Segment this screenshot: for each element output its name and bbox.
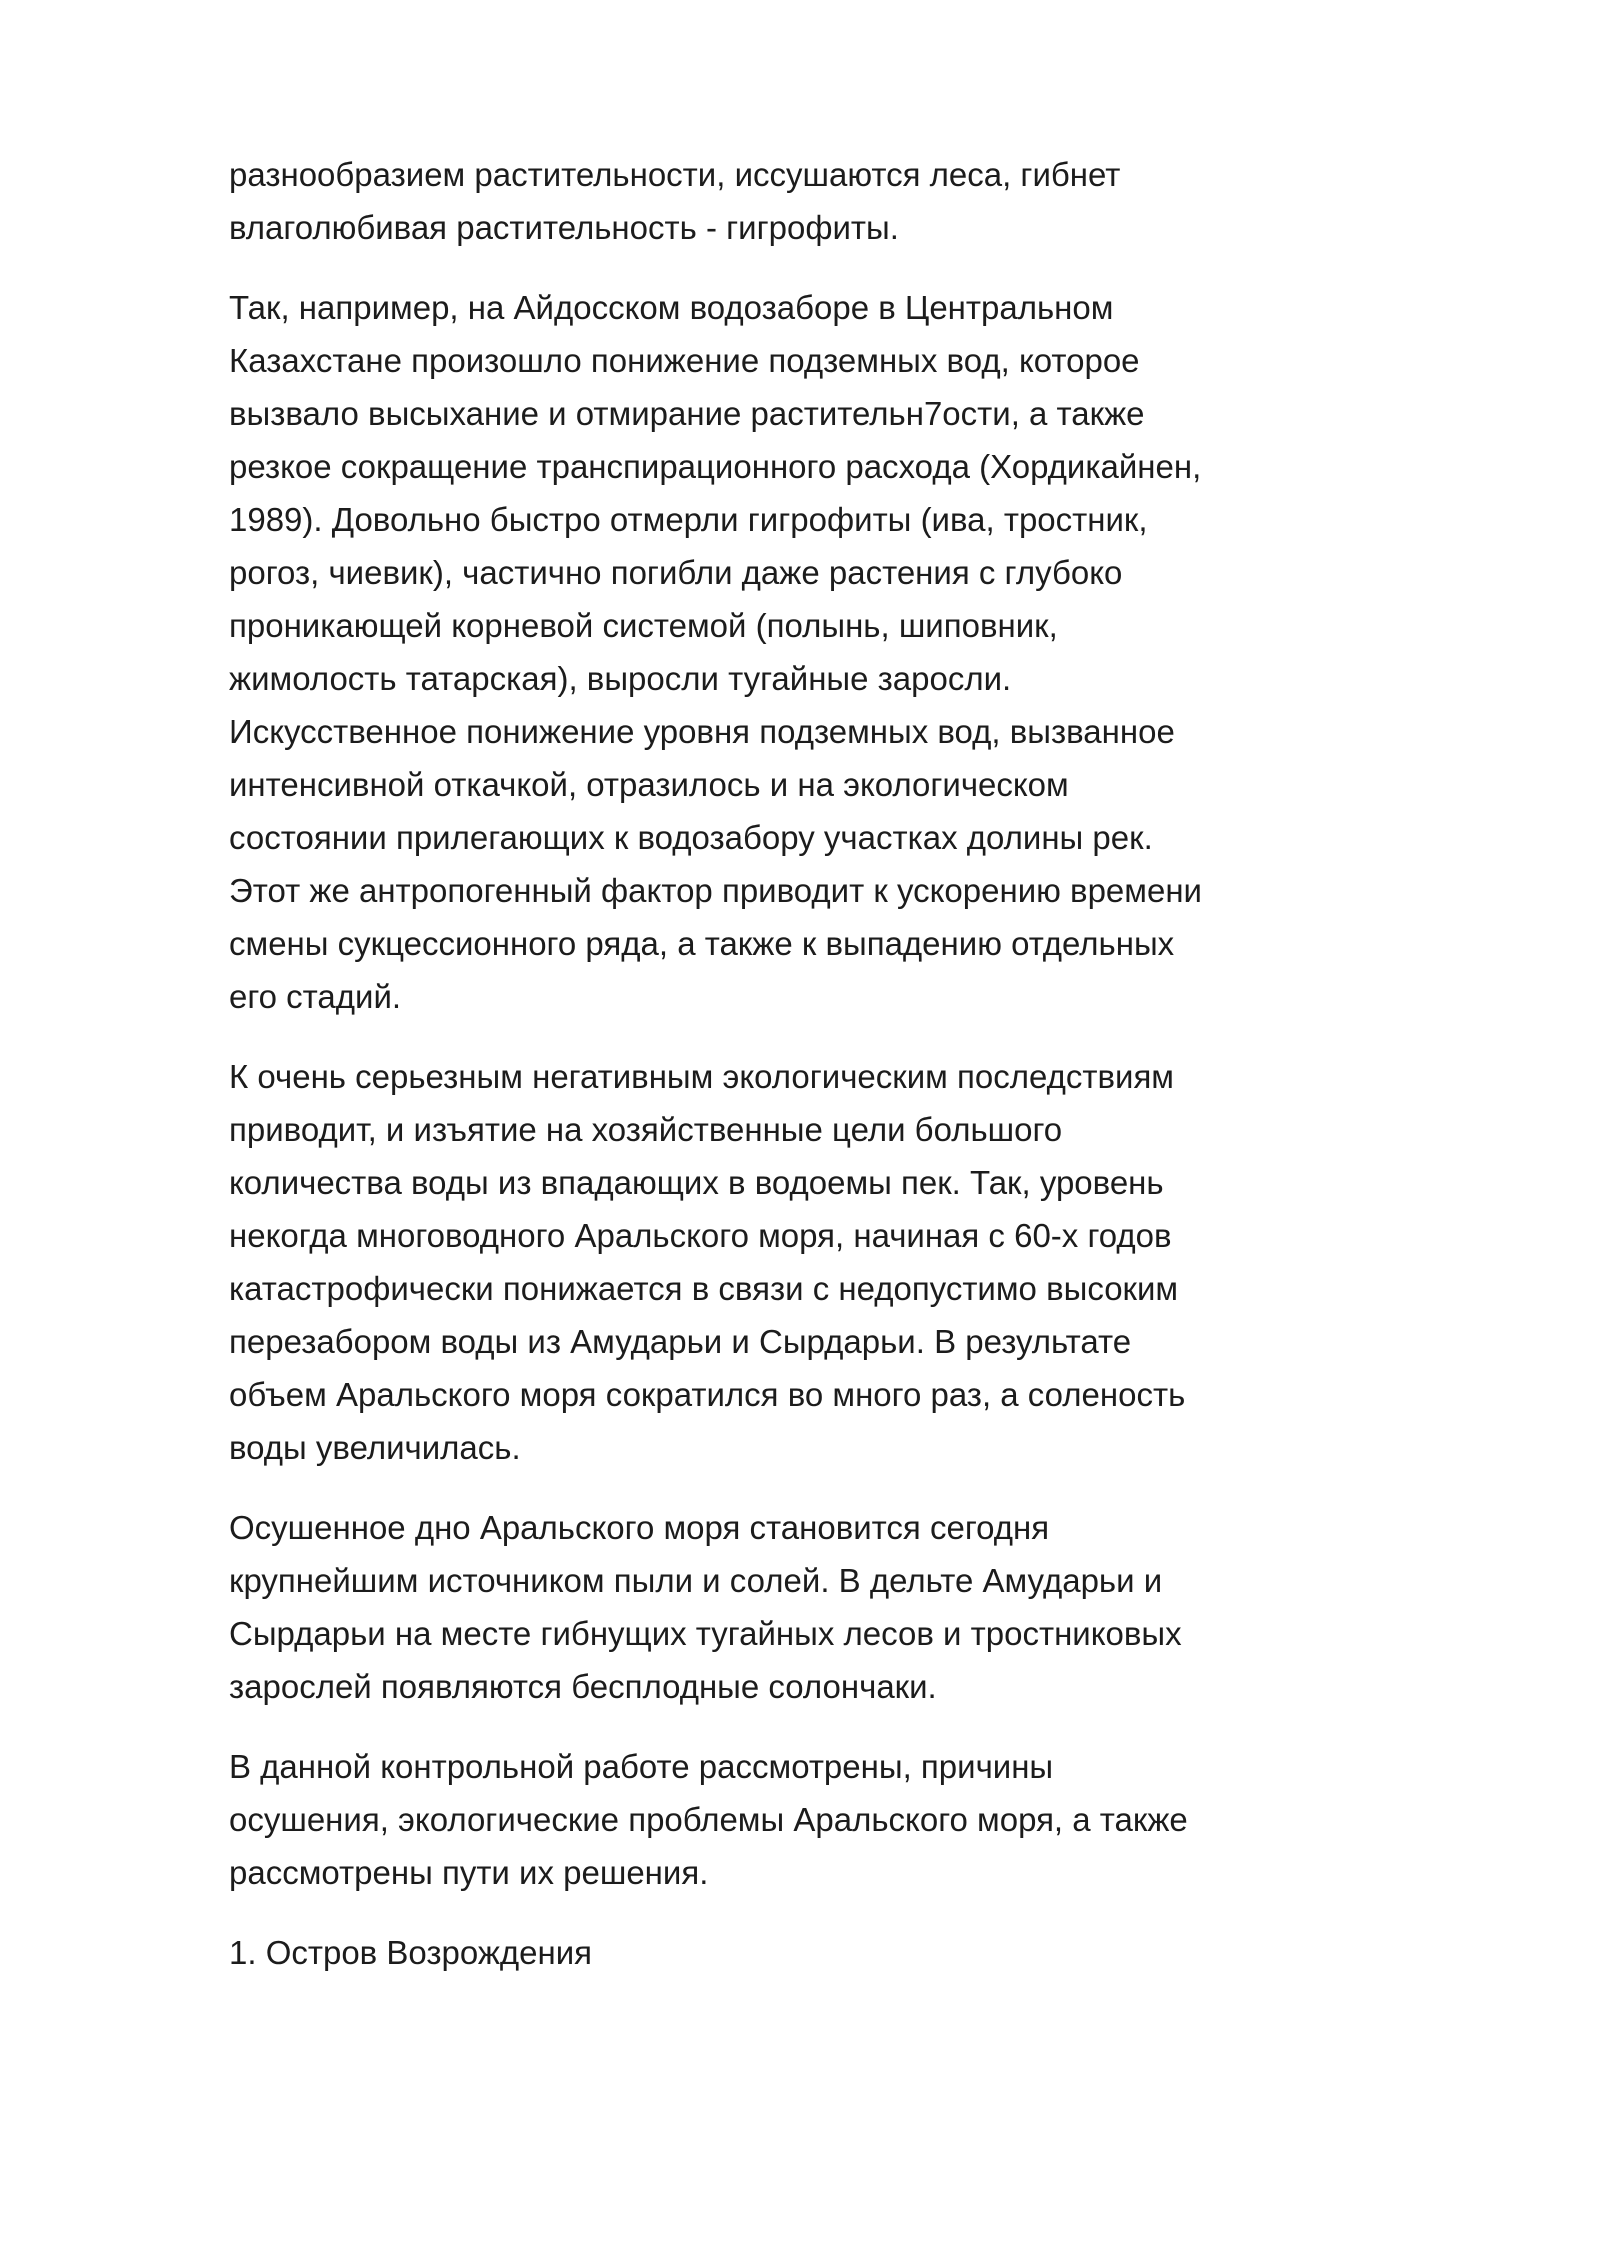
text-line: состоянии прилегающих к водозабору участках долины рек. [229,819,1153,856]
text-line: В данной контрольной работе рассмотрены, причины [229,1748,1054,1785]
text-line: вызвало высыхание и отмирание растительн7ости, а также [229,395,1145,432]
text-line: интенсивной откачкой, отразилось и на экологическом [229,766,1069,803]
text-line: Сырдарьи на месте гибнущих тугайных лесов и тростниковых [229,1615,1182,1652]
text-line: перезабором воды из Амударьи и Сырдарьи. В результате [229,1323,1132,1360]
document-body [229,148,1369,2006]
text-line: зарослей появляются бесплодные солончаки. [229,1668,937,1705]
text-line: некогда многоводного Аральского моря, начиная с 60-х годов [229,1217,1172,1254]
text-line: Осушенное дно Аральского моря становится сегодня [229,1509,1050,1546]
text-line: приводит, и изъятие на хозяйственные цели большого [229,1111,1063,1148]
section-heading [229,1926,1369,1979]
paragraph-1 [229,148,1369,254]
text-line: объем Аральского моря сократился во много раз, а соленость [229,1376,1186,1413]
text-line: К очень серьезным негативным экологическим последствиям [229,1058,1174,1095]
text-line: рассмотрены пути их решения. [229,1854,709,1891]
text-line: 1989). Довольно быстро отмерли гигрофиты (ива, тростник, [229,501,1148,538]
text-line: Этот же антропогенный фактор приводит к ускорению времени [229,872,1202,909]
text-line: осушения, экологические проблемы Аральского моря, а также [229,1801,1188,1838]
text-line: рогоз, чиевик), частично погибли даже растения с глубоко [229,554,1123,591]
paragraph-4 [229,1501,1369,1713]
text-line: разнообразием растительности, иссушаются леса, гибнет [229,156,1121,193]
text-line: его стадий. [229,978,402,1015]
text-line: количества воды из впадающих в водоемы пек. Так, уровень [229,1164,1164,1201]
text-line: проникающей корневой системой (полынь, шиповник, [229,607,1058,644]
paragraph-3 [229,1050,1369,1474]
text-line: Искусственное понижение уровня подземных вод, вызванное [229,713,1175,750]
text-line: катастрофически понижается в связи с недопустимо высоким [229,1270,1179,1307]
paragraph-2 [229,281,1369,1023]
text-line: резкое сокращение транспирационного расхода (Хордикайнен, [229,448,1202,485]
text-line: жимолость татарская), выросли тугайные заросли. [229,660,1012,697]
paragraph-5 [229,1740,1369,1899]
heading-text: 1. Остров Возрождения [229,1934,593,1971]
text-line: влаголюбивая растительность - гигрофиты. [229,209,899,246]
text-line: Так, например, на Айдосском водозаборе в Центральном [229,289,1114,326]
text-line: крупнейшим источником пыли и солей. В дельте Амударьи и [229,1562,1163,1599]
text-line: воды увеличилась. [229,1429,521,1466]
text-line: смены сукцессионного ряда, а также к выпадению отдельных [229,925,1175,962]
text-line: Казахстане произошло понижение подземных вод, которое [229,342,1140,379]
